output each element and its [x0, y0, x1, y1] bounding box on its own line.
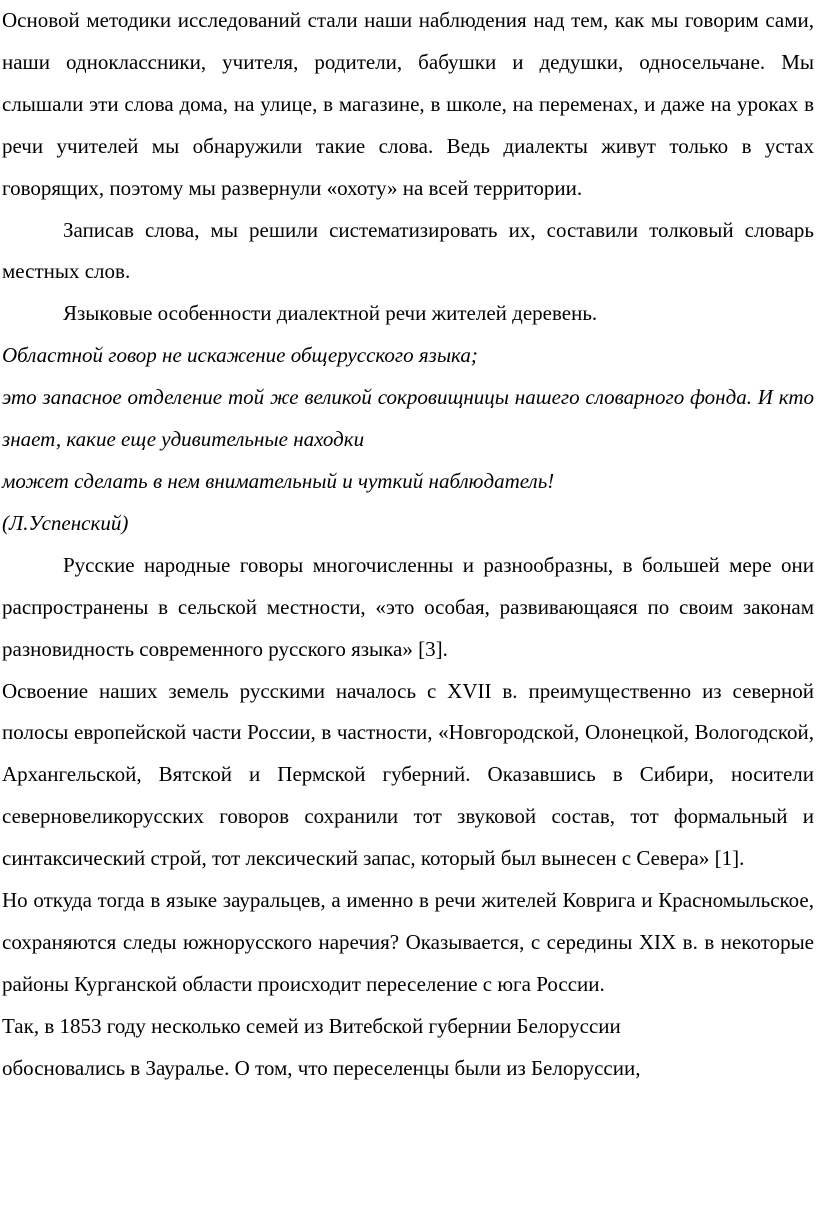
paragraph-southern-traces: Но откуда тогда в языке зауральцев, а именно в речи жителей Коврига и Красномыльское, сохраняются следы южнорусского наречия? Оказывается, с середины XIX в. в некоторые районы Курганской области происходит переселение с юга России. [2, 888, 814, 996]
paragraph-dictionary: Записав слова, мы решили систематизировать их, составили толковый словарь местных слов. [2, 217, 814, 284]
paragraph-1853-line-1: Так, в 1853 году несколько семей из Витебской губернии Белоруссии [2, 1013, 621, 1038]
section-heading-language-features: Языковые особенности диалектной речи жителей деревень. [63, 301, 598, 326]
epigraph-author: (Л.Успенский) [2, 510, 129, 535]
epigraph [2, 335, 814, 545]
epigraph-line-2: это запасное отделение той же великой сокровищницы нашего словарного фонда. И кто знает, какие еще удивительные находки [2, 385, 814, 452]
paragraph-dialects: Русские народные говоры многочисленны и разнообразны, в большей мере они распространены в сельской местности, «это особая, развивающаяся по своим законам разновидность современного русского языка» [3]. [2, 552, 814, 661]
epigraph-line-3: может сделать в нем внимательный и чуткий наблюдатель! [2, 468, 555, 493]
paragraph-methodology: Основой методики исследований стали наши наблюдения над тем, как мы говорим сами, наши одноклассники, учителя, родители, бабушки и дедушки, односельчане. Мы слышали эти слова дома, на улице, в магазине, в школе, на переменах, и даже на уроках в речи учителей мы обнаружили такие слова. Ведь диалекты живут только в устах говорящих, поэтому мы развернули «охоту» на всей территории. [2, 8, 814, 200]
paragraph-settlement-history: Освоение наших земель русскими началось с XVII в. преимущественно из северной полосы европейской части России, в частности, «Новгородской, Олонецкой, Вологодской, Архангельской, Вятской и Пермской губерний. Оказавшись в Сибири, носители северновеликорусских говоров сохранили тот звуковой состав, тот формальный и синтаксический строй, тот лексический запас, который был вынесен с Севера» [1]. [2, 678, 814, 871]
paragraph-1853-line-2: обосновались в Зауралье. О том, что переселенцы были из Белоруссии, [2, 1055, 641, 1080]
epigraph-line-1: Областной говор не искажение общерусского языка; [2, 343, 478, 368]
